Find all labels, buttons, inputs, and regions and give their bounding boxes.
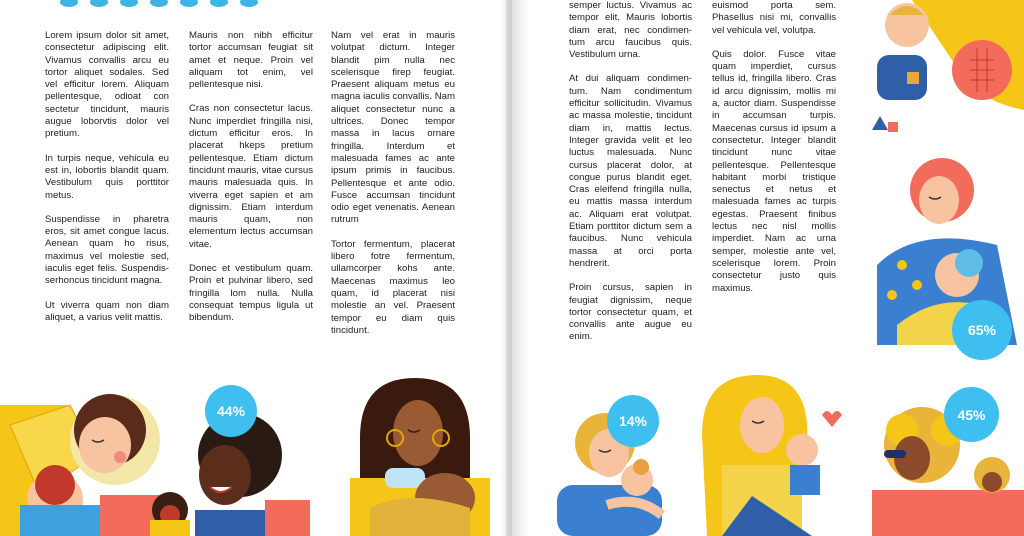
illustration-mother-hugging-child [0, 385, 170, 536]
right-column-1 [569, 0, 692, 356]
left-column-2 [189, 30, 313, 337]
paragraph: Suspendisse in pharetra eros, sit amet congue lacus. Aenean quam ho risus, maximus vel molestie sed, iaculis eget felis. Suspendis-serhoncus tincidunt magna. [45, 213, 169, 287]
paragraph: Lorem ipsum dolor sit amet, consectetur adipiscing elit. Vivamus convallis arcu eu tortor aliquet sodales. Sed vel efficitur lorem. Aliquam pellentesque, odioat con sectetur tincidunt, mauris augue loborvtis dolor vel pretium. [45, 30, 169, 140]
paragraph: Nam vel erat in mauris volutpat dictum. Integer blandit pim nulla nec scelerisque firep feugiat. Praesent aliquam metus eu magna iaculis convallis. Nam aliquet consectetur nunc a ultrices. Donec tempor massa in lacus ornare fringilla. Interdum et malesuada fames ac ante ipsum primis in faucibus. Pellentesque et ante odio. Fusce accumsan tincidunt odio eget venenatis. Aenean rutrum [331, 30, 455, 226]
illustration-mother-feeding-baby [330, 378, 490, 536]
paragraph: Quis dolor. Fusce vitae quam imperdiet, cursus tellus id, fringilla libero. Cras id arcu dignissim, mollis mi a, auctor diam. Suspendisse in accumsan turpis. Maecenas cursus id ipsum a consectetur. Integer blandit tincidunt nunc vitae pellentesque. Pellentesque habitant morbi tristique senectus et netus et malesuada fames ac turpis egestas. Praesent finibus lectus nec nisl mollis imperdiet. Nam ac urna semper, molestie ante vel, scelerisque lorem. Proin consectetur justo quis maximus. [712, 48, 836, 294]
paragraph: In turpis neque, vehicula eu est in, lobortis blandit quam. Vestibulum quis porttitor metus. [45, 152, 169, 201]
paragraph: semper luctus. Vivamus ac tempor elit. Mauris lobortis diam erat, nec condimen-tum arcu faucibus quis. Vestibulum urna. [569, 0, 692, 61]
book-spine-shadow [500, 0, 530, 536]
paragraph: Mauris non nibh efficitur tortor accumsan feugiat sit amet et neque. Proin vel aliquam tot enim, vel pellentesque nisi. [189, 30, 313, 91]
stat-bubble: 14% [607, 395, 659, 447]
paragraph: euismod porta sem. Phasellus nisi mi, convallis vel vehicula vel, volutpa. [712, 0, 836, 36]
stat-bubble: 65% [952, 300, 1012, 360]
right-page [512, 0, 1024, 536]
paragraph: Cras non consectetur lacus. Nunc imperdiet fringilla nisi, dictum efficitur eros. In placerat hkeps pretium pellentesque. Etiam dictum tincidunt mauris, vitae cursus mauris malesuada quis. In viverra eget sapien et am dignissim. Etiam interdum mauris quam, non elementum lectus accumsan vitae. [189, 103, 313, 250]
illustration-child-playing-blocks [852, 0, 1024, 145]
illustration-woman-with-baby [682, 375, 852, 536]
paragraph: At dui aliquam condimen-tum. Nam condimentum efficitur sollicitudin. Vivamus ac massa molestie, tincidunt diam in, mattis lectus. Integer gravida velit et leo luctus malesuada. Nunc cursus placerat dolor, at congue purus blandit eget. Cras eleifend fringilla nulla, eu mattis massa interdum ac. Aliquam erat volutpat. Etiam porttitor dictum sem a faucibus. Nunc vehicula massa at orci porta hendrerit. [569, 73, 692, 269]
paragraph: Ut viverra quam non diam aliquet, a varius velit mattis. [45, 299, 169, 323]
title-fragment [60, 0, 420, 6]
right-column-2 [712, 0, 836, 307]
left-page [0, 0, 506, 536]
left-column-3 [331, 30, 455, 349]
paragraph: Proin cursus, sapien in feugiat dignissim, neque tortor consectetur quam, et convallis ante augue eu enim. [569, 282, 692, 343]
paragraph: Donec et vestibulum quam. Proin et pulvinar libero, sed fringilla lom nulla. Nulla consequat tempus ligula ut bibendum. [189, 263, 313, 324]
stat-bubble: 45% [944, 387, 999, 442]
left-column-1 [45, 30, 169, 336]
paragraph: Tortor fermentum, placerat libero fotre fermentum, ullamcorper kohs ante. Maecenas maximus leo quam, id placerat nisi molestie an vel. Praesent tempor eu diam quis tincidunt. [331, 238, 455, 336]
stat-bubble: 44% [205, 385, 257, 437]
